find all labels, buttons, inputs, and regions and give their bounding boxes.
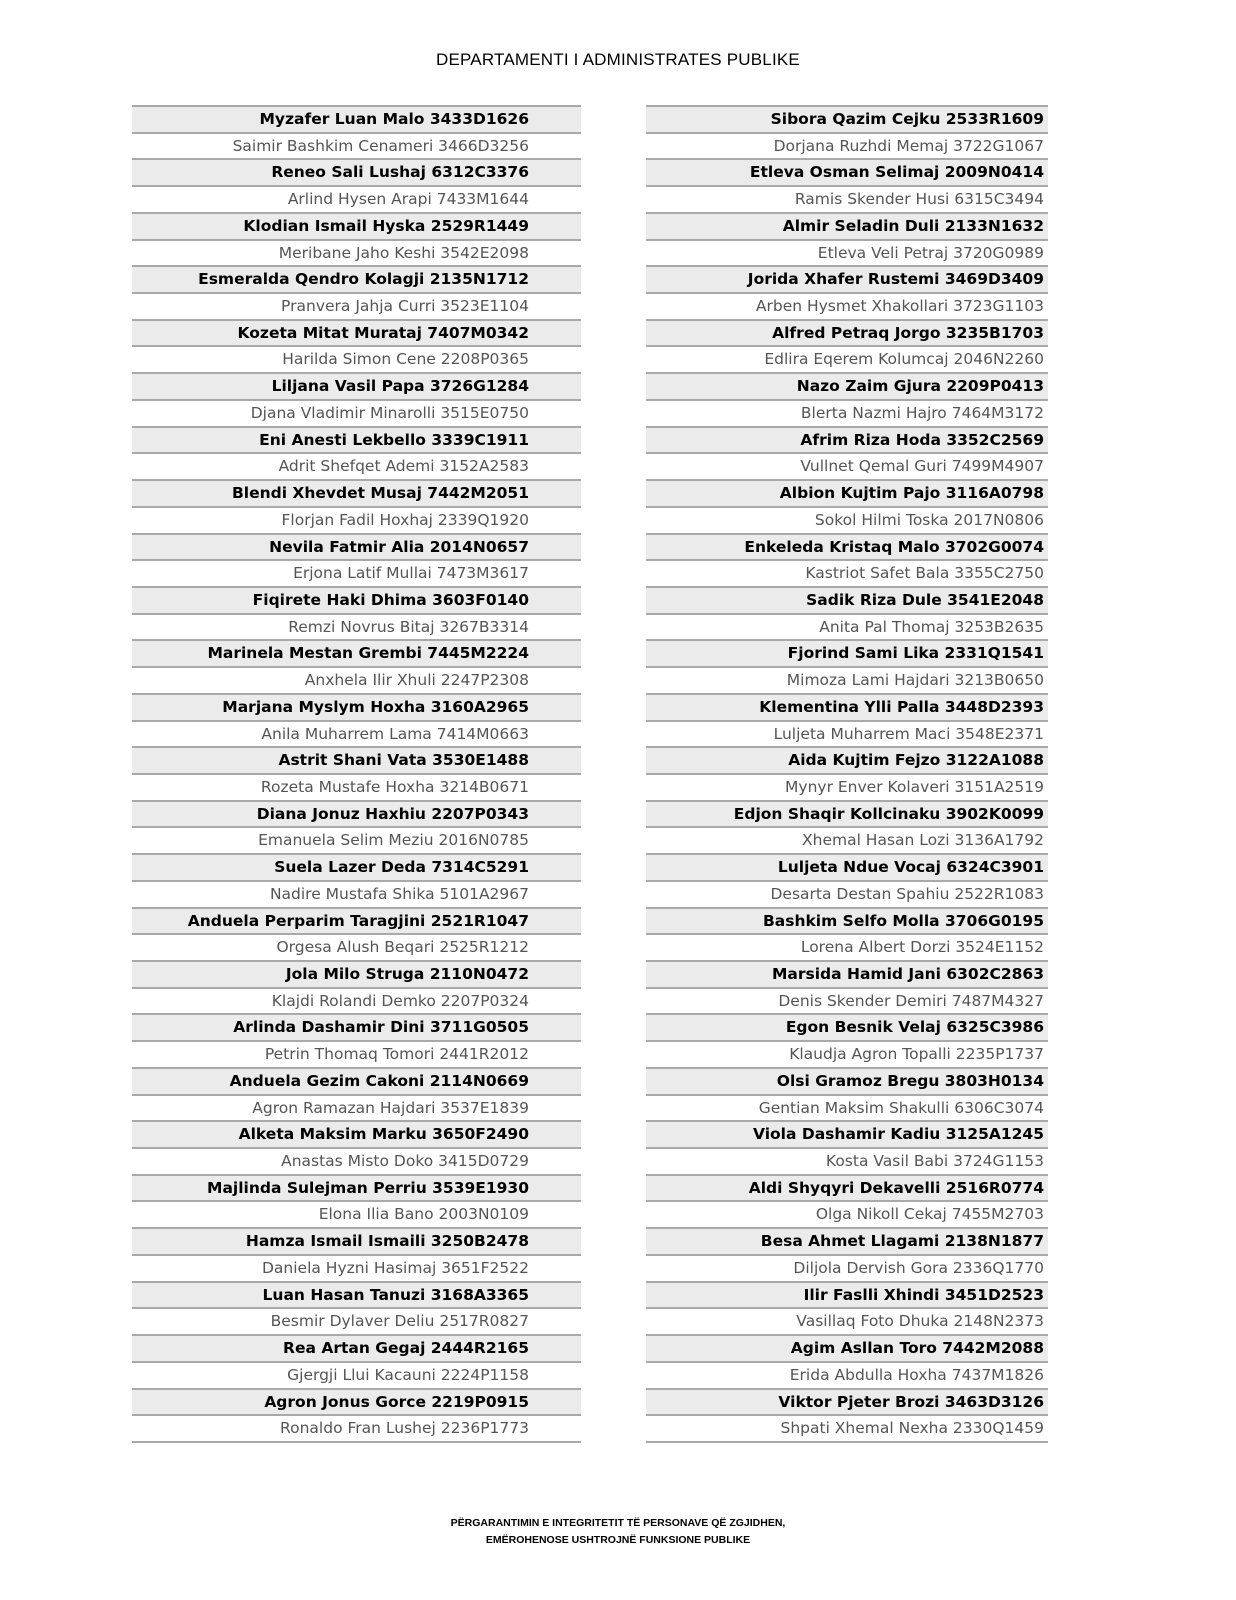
list-item: Arben Hysmet Xhakollari 3723G1103 xyxy=(646,292,1048,319)
list-item: Lorena Albert Dorzi 3524E1152 xyxy=(646,933,1048,960)
list-item: Alfred Petraq Jorgo 3235B1703 xyxy=(646,319,1048,346)
list-item: Jola Milo Struga 2110N0472 xyxy=(132,960,581,987)
list-item: Blendi Xhevdet Musaj 7442M2051 xyxy=(132,479,581,506)
list-item: Bashkim Selfo Molla 3706G0195 xyxy=(646,907,1048,934)
list-item: Emanuela Selim Meziu 2016N0785 xyxy=(132,826,581,853)
list-item: Agron Jonus Gorce 2219P0915 xyxy=(132,1388,581,1415)
footer-line-2: EMËROHENOSE USHTROJNË FUNKSIONE PUBLIKE xyxy=(485,1534,751,1546)
list-item: Klementina Ylli Palla 3448D2393 xyxy=(646,693,1048,720)
list-item: Anduela Perparim Taragjini 2521R1047 xyxy=(132,907,581,934)
list-item: Reneo Sali Lushaj 6312C3376 xyxy=(132,158,581,185)
list-item: Liljana Vasil Papa 3726G1284 xyxy=(132,372,581,399)
list-item: Blerta Nazmi Hajro 7464M3172 xyxy=(646,399,1048,426)
list-item: Fiqirete Haki Dhima 3603F0140 xyxy=(132,586,581,613)
list-item: Desarta Destan Spahiu 2522R1083 xyxy=(646,880,1048,907)
list-item: Kozeta Mitat Murataj 7407M0342 xyxy=(132,319,581,346)
list-item: Orgesa Alush Beqari 2525R1212 xyxy=(132,933,581,960)
list-item: Marjana Myslym Hoxha 3160A2965 xyxy=(132,693,581,720)
list-item: Mimoza Lami Hajdari 3213B0650 xyxy=(646,666,1048,693)
list-item: Denis Skender Demiri 7487M4327 xyxy=(646,987,1048,1014)
list-item: Rea Artan Gegaj 2444R2165 xyxy=(132,1334,581,1361)
list-item: Kastriot Safet Bala 3355C2750 xyxy=(646,559,1048,586)
list-item: Edjon Shaqir Kollcinaku 3902K0099 xyxy=(646,800,1048,827)
list-item: Klodian Ismail Hyska 2529R1449 xyxy=(132,212,581,239)
list-item: Anila Muharrem Lama 7414M0663 xyxy=(132,720,581,747)
list-item: Luan Hasan Tanuzi 3168A3365 xyxy=(132,1281,581,1308)
list-item: Nevila Fatmir Alia 2014N0657 xyxy=(132,533,581,560)
list-item: Anastas Misto Doko 3415D0729 xyxy=(132,1147,581,1174)
list-item: Florjan Fadil Hoxhaj 2339Q1920 xyxy=(132,506,581,533)
list-item: Astrit Shani Vata 3530E1488 xyxy=(132,746,581,773)
column-bottom-rule xyxy=(132,1441,581,1443)
list-item: Dorjana Ruzhdi Memaj 3722G1067 xyxy=(646,132,1048,159)
list-item: Sokol Hilmi Toska 2017N0806 xyxy=(646,506,1048,533)
list-item: Besmir Dylaver Deliu 2517R0827 xyxy=(132,1307,581,1334)
list-item: Elona Ilia Bano 2003N0109 xyxy=(132,1200,581,1227)
list-item: Erjona Latif Mullai 7473M3617 xyxy=(132,559,581,586)
list-item: Marsida Hamid Jani 6302C2863 xyxy=(646,960,1048,987)
list-item: Agron Ramazan Hajdari 3537E1839 xyxy=(132,1094,581,1121)
list-item: Anita Pal Thomaj 3253B2635 xyxy=(646,613,1048,640)
list-item: Erida Abdulla Hoxha 7437M1826 xyxy=(646,1361,1048,1388)
list-item: Mynyr Enver Kolaveri 3151A2519 xyxy=(646,773,1048,800)
list-item: Anduela Gezim Cakoni 2114N0669 xyxy=(132,1067,581,1094)
list-item: Gentian Maksim Shakulli 6306C3074 xyxy=(646,1094,1048,1121)
list-item: Majlinda Sulejman Perriu 3539E1930 xyxy=(132,1174,581,1201)
list-item: Viktor Pjeter Brozi 3463D3126 xyxy=(646,1388,1048,1415)
list-item: Olga Nikoll Cekaj 7455M2703 xyxy=(646,1200,1048,1227)
list-item: Nazo Zaim Gjura 2209P0413 xyxy=(646,372,1048,399)
list-item: Klaudja Agron Topalli 2235P1737 xyxy=(646,1040,1048,1067)
list-item: Agim Asllan Toro 7442M2088 xyxy=(646,1334,1048,1361)
list-item: Vasillaq Foto Dhuka 2148N2373 xyxy=(646,1307,1048,1334)
list-item: Eni Anesti Lekbello 3339C1911 xyxy=(132,426,581,453)
list-item: Petrin Thomaq Tomori 2441R2012 xyxy=(132,1040,581,1067)
list-item: Nadire Mustafa Shika 5101A2967 xyxy=(132,880,581,907)
list-item: Aida Kujtim Fejzo 3122A1088 xyxy=(646,746,1048,773)
list-item: Meribane Jaho Keshi 3542E2098 xyxy=(132,239,581,266)
list-item: Arlinda Dashamir Dini 3711G0505 xyxy=(132,1013,581,1040)
list-item: Harilda Simon Cene 2208P0365 xyxy=(132,345,581,372)
list-item: Luljeta Ndue Vocaj 6324C3901 xyxy=(646,853,1048,880)
list-item: Olsi Gramoz Bregu 3803H0134 xyxy=(646,1067,1048,1094)
column-bottom-rule xyxy=(646,1441,1048,1443)
list-item: Shpati Xhemal Nexha 2330Q1459 xyxy=(646,1414,1048,1441)
list-item: Djana Vladimir Minarolli 3515E0750 xyxy=(132,399,581,426)
list-item: Remzi Novrus Bitaj 3267B3314 xyxy=(132,613,581,640)
list-item: Diljola Dervish Gora 2336Q1770 xyxy=(646,1254,1048,1281)
list-item: Gjergji Llui Kacauni 2224P1158 xyxy=(132,1361,581,1388)
list-item: Sibora Qazim Cejku 2533R1609 xyxy=(646,105,1048,132)
list-item: Xhemal Hasan Lozi 3136A1792 xyxy=(646,826,1048,853)
list-item: Ilir Faslli Xhindi 3451D2523 xyxy=(646,1281,1048,1308)
list-item: Anxhela Ilir Xhuli 2247P2308 xyxy=(132,666,581,693)
list-item: Enkeleda Kristaq Malo 3702G0074 xyxy=(646,533,1048,560)
list-item: Ronaldo Fran Lushej 2236P1773 xyxy=(132,1414,581,1441)
list-item: Myzafer Luan Malo 3433D1626 xyxy=(132,105,581,132)
list-item: Besa Ahmet Llagami 2138N1877 xyxy=(646,1227,1048,1254)
page-footer xyxy=(0,1515,1236,1549)
list-item: Hamza Ismail Ismaili 3250B2478 xyxy=(132,1227,581,1254)
page-title: DEPARTAMENTI I ADMINISTRATES PUBLIKE xyxy=(436,50,800,69)
list-item: Etleva Osman Selimaj 2009N0414 xyxy=(646,158,1048,185)
footer-line-1: PËRGARANTIMIN E INTEGRITETIT TË PERSONAVE QË ZGJIDHEN, xyxy=(450,1517,786,1529)
right-name-column xyxy=(646,105,1048,1443)
list-item: Rozeta Mustafe Hoxha 3214B0671 xyxy=(132,773,581,800)
list-item: Almir Seladin Duli 2133N1632 xyxy=(646,212,1048,239)
list-item: Jorida Xhafer Rustemi 3469D3409 xyxy=(646,265,1048,292)
list-item: Alketa Maksim Marku 3650F2490 xyxy=(132,1120,581,1147)
list-item: Fjorind Sami Lika 2331Q1541 xyxy=(646,639,1048,666)
left-name-column xyxy=(132,105,581,1443)
list-item: Esmeralda Qendro Kolagji 2135N1712 xyxy=(132,265,581,292)
list-item: Egon Besnik Velaj 6325C3986 xyxy=(646,1013,1048,1040)
list-item: Vullnet Qemal Guri 7499M4907 xyxy=(646,452,1048,479)
list-item: Pranvera Jahja Curri 3523E1104 xyxy=(132,292,581,319)
list-item: Klajdi Rolandi Demko 2207P0324 xyxy=(132,987,581,1014)
list-item: Etleva Veli Petraj 3720G0989 xyxy=(646,239,1048,266)
list-item: Luljeta Muharrem Maci 3548E2371 xyxy=(646,720,1048,747)
list-item: Albion Kujtim Pajo 3116A0798 xyxy=(646,479,1048,506)
list-item: Suela Lazer Deda 7314C5291 xyxy=(132,853,581,880)
list-item: Saimir Bashkim Cenameri 3466D3256 xyxy=(132,132,581,159)
list-item: Diana Jonuz Haxhiu 2207P0343 xyxy=(132,800,581,827)
list-item: Ramis Skender Husi 6315C3494 xyxy=(646,185,1048,212)
list-item: Adrit Shefqet Ademi 3152A2583 xyxy=(132,452,581,479)
list-item: Viola Dashamir Kadiu 3125A1245 xyxy=(646,1120,1048,1147)
list-item: Edlira Eqerem Kolumcaj 2046N2260 xyxy=(646,345,1048,372)
list-item: Marinela Mestan Grembi 7445M2224 xyxy=(132,639,581,666)
list-item: Sadik Riza Dule 3541E2048 xyxy=(646,586,1048,613)
list-item: Afrim Riza Hoda 3352C2569 xyxy=(646,426,1048,453)
list-item: Aldi Shyqyri Dekavelli 2516R0774 xyxy=(646,1174,1048,1201)
list-item: Daniela Hyzni Hasimaj 3651F2522 xyxy=(132,1254,581,1281)
list-item: Arlind Hysen Arapi 7433M1644 xyxy=(132,185,581,212)
list-item: Kosta Vasil Babi 3724G1153 xyxy=(646,1147,1048,1174)
